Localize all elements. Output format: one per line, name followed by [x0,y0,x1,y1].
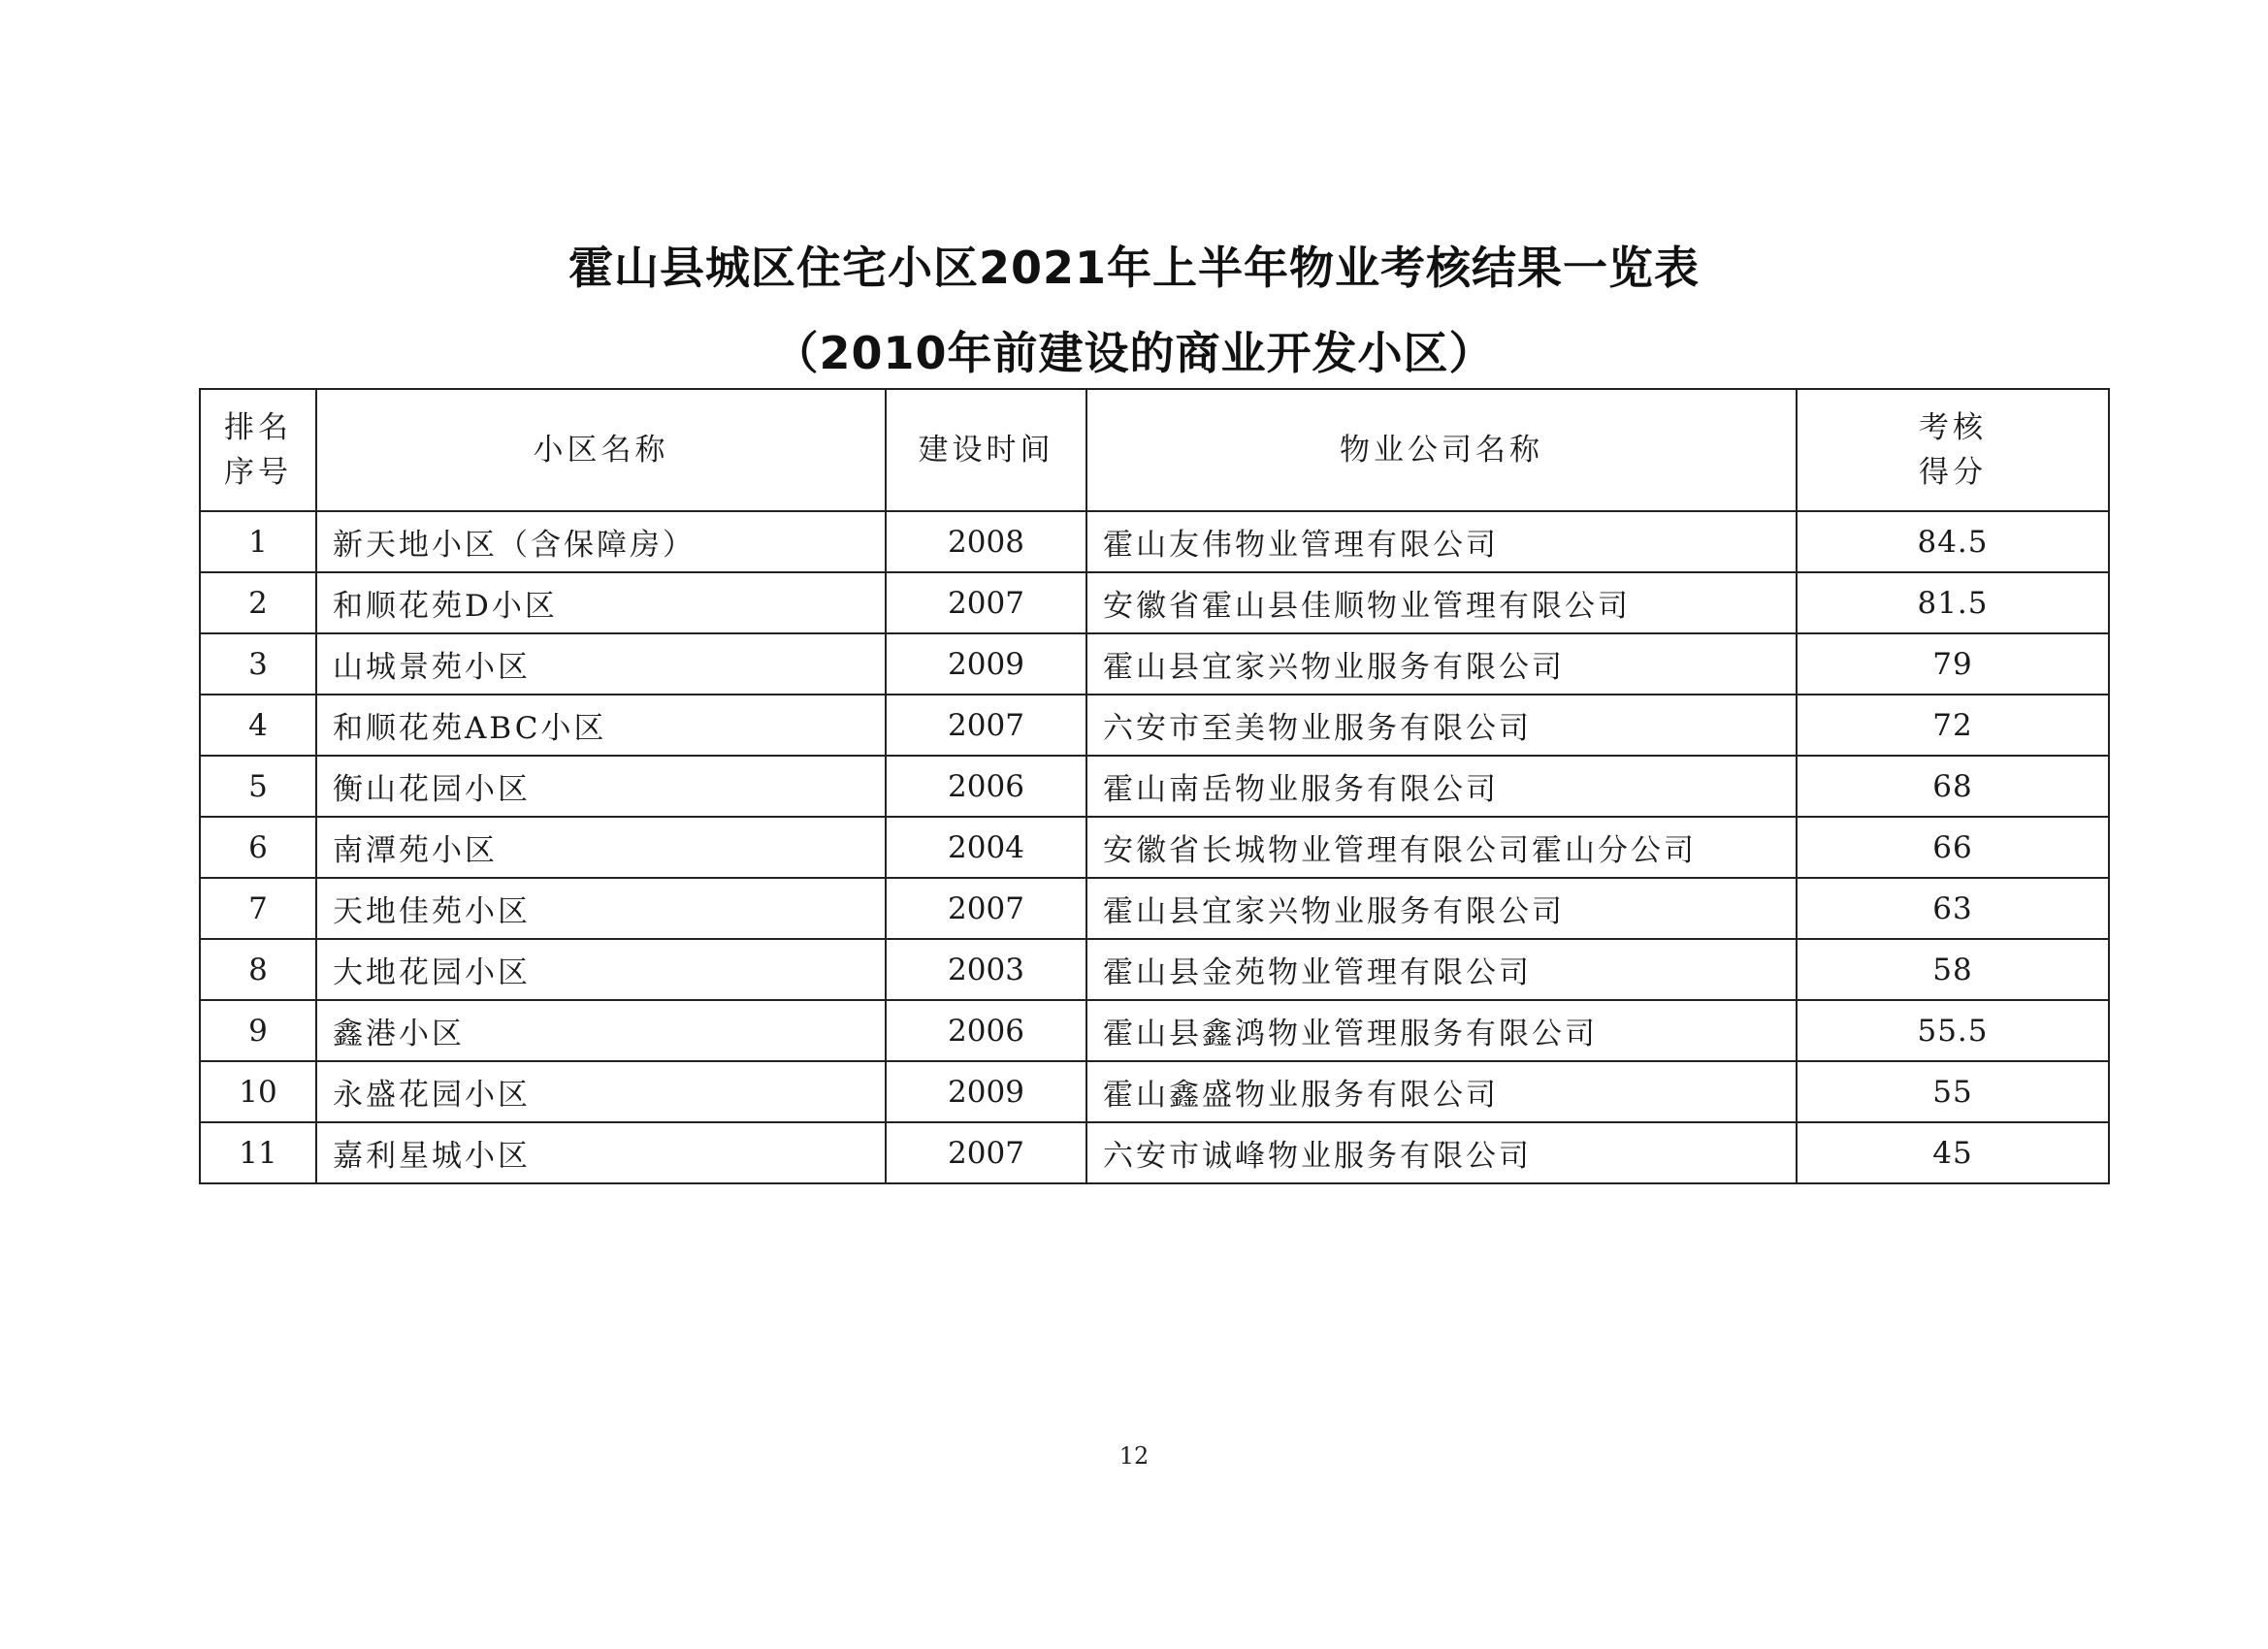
cell-year: 2004 [886,817,1086,878]
cell-score: 72 [1797,695,2109,756]
cell-year: 2007 [886,1122,1086,1183]
document-subtitle: （2010年前建设的商业开发小区） [773,327,1495,379]
table-row [200,878,2109,939]
cell-year: 2007 [886,878,1086,939]
cell-company: 霍山县宜家兴物业服务有限公司 [1086,633,1797,695]
cell-name: 大地花园小区 [316,939,886,1000]
cell-rank: 4 [200,695,316,756]
cell-company: 安徽省霍山县佳顺物业管理有限公司 [1086,572,1797,633]
cell-score: 79 [1797,633,2109,695]
page-number: 12 [1118,1442,1150,1470]
cell-year: 2009 [886,633,1086,695]
cell-score: 55 [1797,1061,2109,1122]
cell-rank: 6 [200,817,316,878]
table-row [200,511,2109,572]
cell-name: 新天地小区（含保障房） [316,511,886,572]
cell-year: 2007 [886,695,1086,756]
cell-score: 58 [1797,939,2109,1000]
cell-rank: 10 [200,1061,316,1122]
table-row [200,633,2109,695]
cell-year: 2009 [886,1061,1086,1122]
table-row [200,1000,2109,1061]
cell-company: 六安市诚峰物业服务有限公司 [1086,1122,1797,1183]
cell-name: 和顺花苑D小区 [316,572,886,633]
cell-name: 天地佳苑小区 [316,878,886,939]
cell-company: 霍山南岳物业服务有限公司 [1086,756,1797,817]
cell-score: 84.5 [1797,511,2109,572]
cell-company: 安徽省长城物业管理有限公司霍山分公司 [1086,817,1797,878]
cell-score: 68 [1797,756,2109,817]
cell-name: 南潭苑小区 [316,817,886,878]
cell-rank: 3 [200,633,316,695]
table-header [200,389,2109,511]
cell-name: 嘉利星城小区 [316,1122,886,1183]
header-row [200,389,2109,511]
table-row [200,1122,2109,1183]
cell-rank: 5 [200,756,316,817]
cell-name: 永盛花园小区 [316,1061,886,1122]
header-company: 物业公司名称 [1086,389,1797,511]
cell-rank: 2 [200,572,316,633]
results-table [199,388,2110,1184]
cell-year: 2003 [886,939,1086,1000]
cell-company: 霍山友伟物业管理有限公司 [1086,511,1797,572]
cell-company: 霍山县金苑物业管理有限公司 [1086,939,1797,1000]
header-score-line2: 得分 [1919,455,1987,490]
cell-year: 2007 [886,572,1086,633]
cell-rank: 9 [200,1000,316,1061]
header-score [1797,389,2109,511]
cell-rank: 7 [200,878,316,939]
cell-company: 霍山县宜家兴物业服务有限公司 [1086,878,1797,939]
cell-name: 鑫港小区 [316,1000,886,1061]
cell-rank: 1 [200,511,316,572]
cell-company: 霍山县鑫鸿物业管理服务有限公司 [1086,1000,1797,1061]
table-row [200,939,2109,1000]
cell-rank: 8 [200,939,316,1000]
table-row [200,695,2109,756]
table-row [200,756,2109,817]
header-year: 建设时间 [886,389,1086,511]
cell-name: 和顺花苑ABC小区 [316,695,886,756]
header-rank-line2: 序号 [224,455,292,490]
header-rank-line1: 排名 [224,410,292,445]
cell-name: 衡山花园小区 [316,756,886,817]
cell-year: 2006 [886,756,1086,817]
cell-score: 81.5 [1797,572,2109,633]
table-row [200,1061,2109,1122]
cell-year: 2006 [886,1000,1086,1061]
header-score-line1: 考核 [1919,410,1987,445]
header-rank [200,389,316,511]
cell-score: 63 [1797,878,2109,939]
cell-company: 霍山鑫盛物业服务有限公司 [1086,1061,1797,1122]
table-row [200,817,2109,878]
table-body [200,511,2109,1183]
cell-name: 山城景苑小区 [316,633,886,695]
table-row [200,572,2109,633]
cell-score: 66 [1797,817,2109,878]
cell-score: 45 [1797,1122,2109,1183]
cell-score: 55.5 [1797,1000,2109,1061]
cell-year: 2008 [886,511,1086,572]
cell-rank: 11 [200,1122,316,1183]
cell-company: 六安市至美物业服务有限公司 [1086,695,1797,756]
header-name: 小区名称 [316,389,886,511]
document-title: 霍山县城区住宅小区2021年上半年物业考核结果一览表 [567,242,1701,294]
